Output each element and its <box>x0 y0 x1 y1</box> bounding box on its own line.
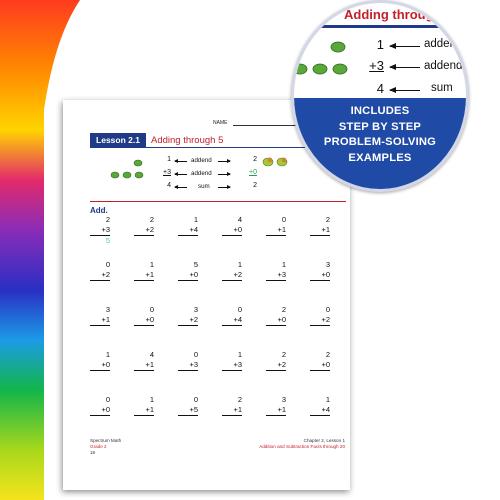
arrow-left-icon <box>175 174 187 175</box>
example-addend-2: +3 <box>163 169 171 176</box>
problem-top: 3 <box>281 395 286 404</box>
callout-addend-1: 1 <box>376 37 384 52</box>
frog-illustration <box>107 155 157 185</box>
snail-illustration <box>261 155 293 167</box>
addition-problem <box>222 260 242 281</box>
banner-line: EXAMPLES <box>348 151 412 164</box>
callout-addend-2: +3 <box>369 58 384 73</box>
footer-series: Spectrum Math <box>90 438 122 443</box>
problem-bottom: +3 <box>178 360 198 371</box>
addition-problem <box>134 395 154 416</box>
arrow-left-icon <box>175 161 187 162</box>
section-rule <box>90 201 346 202</box>
problem-bottom: +4 <box>310 405 330 416</box>
problem-top: 2 <box>281 350 286 359</box>
problem-top: 3 <box>105 305 110 314</box>
callout-title-rule <box>314 25 469 28</box>
problem-top: 1 <box>325 395 330 404</box>
footer-chapter: Chapter 2, Lesson 1 <box>303 438 345 443</box>
addition-problem <box>310 215 330 236</box>
problem-grid <box>90 215 346 415</box>
problem-top: 2 <box>325 215 330 224</box>
addition-problem <box>310 350 330 371</box>
addition-problem <box>134 305 154 326</box>
addition-problem <box>310 395 330 416</box>
problem-top: 1 <box>149 260 154 269</box>
problem-bottom: +1 <box>90 315 110 326</box>
problem-answer: 5 <box>105 236 110 245</box>
banner-line: STEP BY STEP <box>338 120 422 133</box>
addition-problem <box>222 350 242 371</box>
problem-bottom: +1 <box>266 225 286 236</box>
addition-problem <box>134 260 154 281</box>
problem-bottom: +0 <box>266 315 286 326</box>
problem-top: 1 <box>105 350 110 359</box>
arrow-right-icon <box>218 174 230 175</box>
problem-bottom: +2 <box>266 360 286 371</box>
problem-top: 1 <box>237 350 242 359</box>
addition-problem <box>90 350 110 371</box>
lesson-title: Adding through 5 <box>151 135 224 146</box>
problem-top: 4 <box>149 350 154 359</box>
problem-bottom: +2 <box>222 270 242 281</box>
problem-bottom: +2 <box>310 315 330 326</box>
problem-bottom: +0 <box>134 315 154 326</box>
addition-problem <box>222 305 242 326</box>
example-right-addend-1: 2 <box>253 156 257 163</box>
problem-bottom: +0 <box>222 225 242 236</box>
problem-top: 0 <box>281 215 286 224</box>
example-addend-1: 1 <box>167 156 171 163</box>
arrow-left-icon <box>390 90 420 91</box>
problem-top: 2 <box>281 305 286 314</box>
problem-top: 0 <box>325 305 330 314</box>
problem-bottom: +0 <box>310 360 330 371</box>
problem-bottom: +0 <box>178 270 198 281</box>
banner-line: INCLUDES <box>350 105 410 117</box>
callout-word-addend: addend <box>424 60 463 72</box>
addition-problem <box>266 260 286 281</box>
frog-illustration <box>294 35 354 83</box>
problem-bottom: +4 <box>178 225 198 236</box>
callout-banner <box>294 98 466 189</box>
addition-problem <box>266 215 286 236</box>
addition-problem <box>266 395 286 416</box>
example-word-sum: sum <box>198 183 210 190</box>
addition-problem <box>310 305 330 326</box>
problem-bottom: +0 <box>90 360 110 371</box>
problem-bottom: +2 <box>90 270 110 281</box>
example-word-addend: addend <box>191 170 212 177</box>
problem-bottom: +2 <box>134 225 154 236</box>
problem-top: 5 <box>193 260 198 269</box>
addition-problem <box>90 305 110 326</box>
problem-bottom: +1 <box>222 405 242 416</box>
problem-top: 3 <box>193 305 198 314</box>
addition-problem <box>222 215 242 236</box>
problem-bottom: +3 <box>266 270 286 281</box>
problem-top: 0 <box>193 395 198 404</box>
banner-line: PROBLEM-SOLVING <box>323 136 437 148</box>
problem-bottom: +4 <box>222 315 242 326</box>
lesson-number: Lesson 2.1 <box>90 133 146 148</box>
footer-topic: Addition and Subtraction Facts through 20 <box>259 444 345 449</box>
arrow-left-icon <box>390 67 420 68</box>
problem-bottom: +1 <box>266 405 286 416</box>
instruction: Add. <box>90 206 108 215</box>
problem-top: 3 <box>325 260 330 269</box>
addition-problem <box>310 260 330 281</box>
problem-top: 2 <box>105 215 110 224</box>
example-sum: 4 <box>167 182 171 189</box>
example-word-addend: addend <box>191 157 212 164</box>
callout-word-sum: sum <box>431 82 453 94</box>
problem-top: 2 <box>237 395 242 404</box>
footer-right <box>241 438 345 450</box>
problem-top: 0 <box>237 305 242 314</box>
problem-top: 4 <box>237 215 242 224</box>
magnifier-callout <box>291 0 469 192</box>
callout-word-addend: addend <box>424 38 463 50</box>
callout-sum: 4 <box>376 81 384 96</box>
addition-problem <box>90 395 110 416</box>
arrow-left-icon <box>175 187 187 188</box>
problem-bottom: +3 <box>222 360 242 371</box>
addition-problem <box>222 395 242 416</box>
problem-top: 1 <box>193 215 198 224</box>
addition-problem <box>178 260 198 281</box>
problem-top: 0 <box>193 350 198 359</box>
addition-problem <box>134 350 154 371</box>
problem-bottom: +2 <box>178 315 198 326</box>
callout-lesson-title: Adding through 5 <box>344 7 453 22</box>
addition-problem <box>266 350 286 371</box>
problem-bottom: +3 <box>90 225 110 236</box>
addition-problem <box>178 395 198 416</box>
problem-bottom: +1 <box>134 360 154 371</box>
problem-bottom: +5 <box>178 405 198 416</box>
problem-bottom: +1 <box>134 270 154 281</box>
problem-top: 2 <box>149 215 154 224</box>
problem-bottom: +0 <box>90 405 110 416</box>
problem-bottom: +1 <box>310 225 330 236</box>
addition-problem <box>90 215 110 246</box>
arrow-right-icon <box>218 187 230 188</box>
example-right-addend-2: +0 <box>249 169 257 176</box>
arrow-left-icon <box>390 46 420 47</box>
addition-problem <box>178 215 198 236</box>
problem-top: 0 <box>149 305 154 314</box>
problem-bottom: +0 <box>310 270 330 281</box>
problem-top: 1 <box>281 260 286 269</box>
problem-top: 0 <box>105 395 110 404</box>
example-right-sum: 2 <box>253 182 257 189</box>
footer-grade: Grade 2 <box>90 444 107 449</box>
addition-problem <box>266 305 286 326</box>
page-number: 18 <box>90 450 96 455</box>
name-label: NAME <box>213 120 228 126</box>
arrow-right-icon <box>218 161 230 162</box>
problem-bottom: +1 <box>134 405 154 416</box>
problem-top: 1 <box>149 395 154 404</box>
addition-problem <box>90 260 110 281</box>
problem-top: 2 <box>325 350 330 359</box>
addition-problem <box>178 350 198 371</box>
addition-problem <box>178 305 198 326</box>
addition-problem <box>134 215 154 236</box>
footer-left <box>90 438 121 456</box>
problem-top: 1 <box>237 260 242 269</box>
problem-top: 0 <box>105 260 110 269</box>
